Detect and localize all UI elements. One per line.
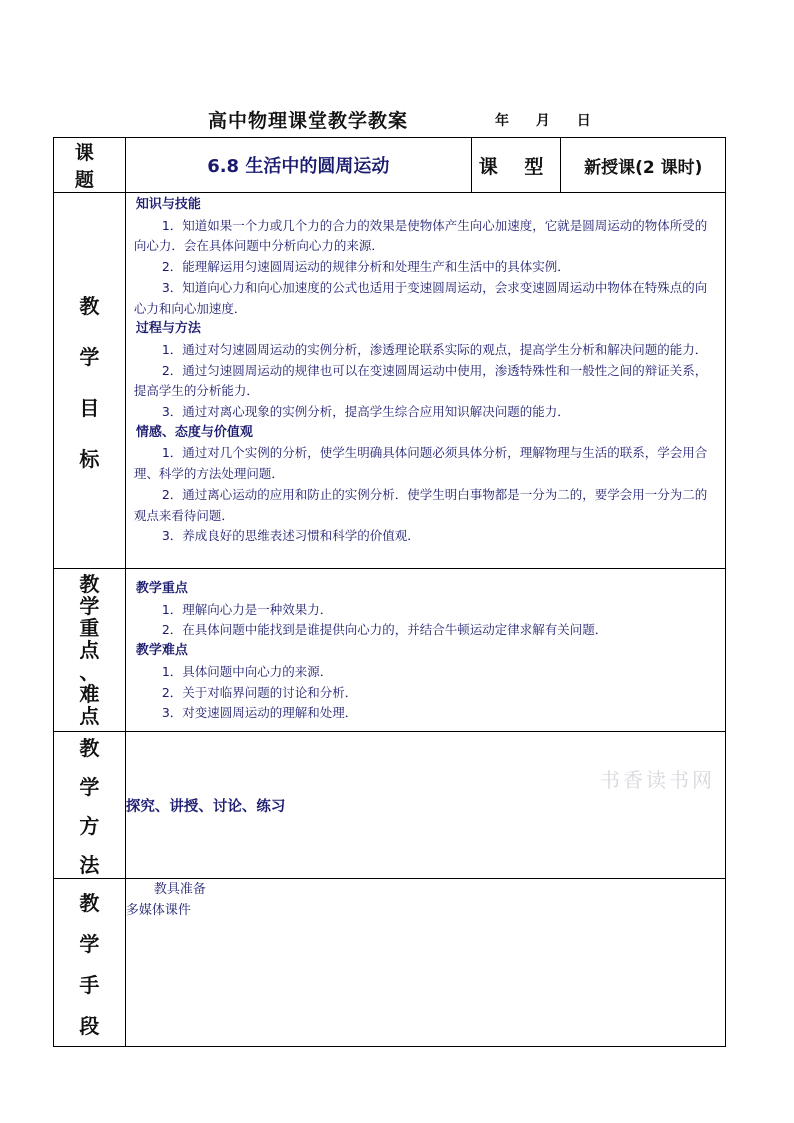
tools-label	[54, 879, 126, 1047]
list-item: 3．通过对离心现象的实例分析，提高学生综合应用知识解决问题的能力．	[161, 404, 570, 420]
tools-char: 教	[79, 890, 100, 915]
key-points-char: 点	[79, 638, 100, 662]
tools-char: 段	[79, 1013, 100, 1038]
list-item: 2．关于对临界问题的讨论和分析．	[161, 684, 358, 700]
topic-label: 课 题	[54, 138, 126, 193]
list-item: 1．具体问题中向心力的来源．	[161, 663, 333, 679]
tools-line: 多媒体课件	[125, 903, 191, 918]
topic-value: 6.8 生活中的圆周运动	[125, 138, 471, 193]
date-row	[495, 110, 613, 130]
key-points-char: 难	[79, 682, 100, 706]
list-item: 2．通过离心运动的应用和防止的实例分析．使学生明白事物都是一分为二的，要学会用一分为二的观点来看待问题．	[133, 486, 708, 523]
key-points-char: 重	[79, 616, 100, 640]
methods-char: 学	[79, 775, 100, 799]
date-month-label: 月	[535, 113, 550, 129]
section-heading: 情感、态度与价值观	[135, 424, 253, 440]
list-item: 3．对变速圆周运动的理解和处理．	[161, 705, 358, 721]
methods-char: 方	[79, 814, 100, 838]
key-points-label	[54, 569, 126, 732]
lesson-plan-table	[53, 137, 726, 1047]
key-points-char: 点	[79, 704, 100, 728]
tools-char: 学	[79, 931, 100, 956]
objectives-char: 学	[79, 344, 100, 369]
list-item: 2．能理解运用匀速圆周运动的规律分析和处理生产和生活中的具体实例．	[161, 259, 570, 275]
objectives-char: 目	[79, 395, 100, 420]
tools-line: 教具准备	[153, 882, 206, 897]
tools-content	[125, 879, 725, 1047]
list-item: 1．理解向心力是一种效果力．	[161, 601, 333, 617]
methods-label	[54, 732, 126, 879]
date-year-label: 年	[495, 113, 509, 129]
type-label: 课 型	[471, 138, 561, 193]
tools-char: 手	[79, 972, 100, 997]
section-heading: 教学重点	[135, 581, 188, 596]
methods-char: 法	[79, 853, 100, 877]
key-points-char: 、	[79, 660, 100, 684]
section-heading: 教学难点	[135, 643, 188, 659]
objectives-label	[54, 193, 126, 569]
key-points-char: 学	[79, 594, 100, 618]
key-points-row	[54, 569, 726, 732]
type-value: 新授课(2 课时)	[561, 138, 726, 193]
list-item: 3．知道向心力和向心加速度的公式也适用于变速圆周运动，会求变速圆周运动中物体在特殊点的向心力和向心加速度．	[133, 279, 708, 316]
list-item: 1．通过对几个实例的分析，使学生明确具体问题必须具体分析，理解物理与生活的联系，学会用合理、科学的方法处理问题．	[133, 445, 708, 482]
section-heading: 知识与技能	[135, 197, 201, 212]
tools-row	[54, 879, 726, 1047]
watermark: 书香读书网	[600, 768, 715, 792]
section-heading: 过程与方法	[135, 321, 201, 337]
methods-row	[54, 732, 726, 879]
page-title: 高中物理课堂教学教案	[208, 110, 409, 132]
key-points-content	[125, 569, 725, 732]
list-item: 3．养成良好的思维表述习惯和科学的价值观．	[161, 528, 420, 544]
list-item: 2．在具体问题中能找到是谁提供向心力的，并结合牛顿运动定律求解有关问题．	[161, 622, 608, 638]
header-row	[54, 138, 726, 193]
list-item: 1．通过对匀速圆周运动的实例分析，渗透理论联系实际的观点，提高学生分析和解决问题的能力．	[161, 341, 708, 357]
list-item: 1．知道如果一个力或几个力的合力的效果是使物体产生向心加速度，它就是圆周运动的物体所受的向心力．会在具体问题中分析向心力的来源．	[133, 217, 708, 254]
methods-content	[125, 732, 725, 879]
methods-char: 教	[79, 736, 100, 760]
objectives-row	[54, 193, 726, 569]
objectives-char: 标	[79, 446, 100, 471]
methods-text: 探究、讲授、讨论、练习	[125, 798, 286, 815]
list-item: 2．通过匀速圆周运动的规律也可以在变速圆周运动中使用，渗透特殊性和一般性之间的辩证关系，提高学生的分析能力．	[133, 362, 708, 399]
key-points-char: 教	[79, 572, 100, 596]
date-day-label: 日	[576, 113, 591, 129]
objectives-content	[125, 193, 725, 569]
objectives-char: 教	[79, 293, 100, 318]
